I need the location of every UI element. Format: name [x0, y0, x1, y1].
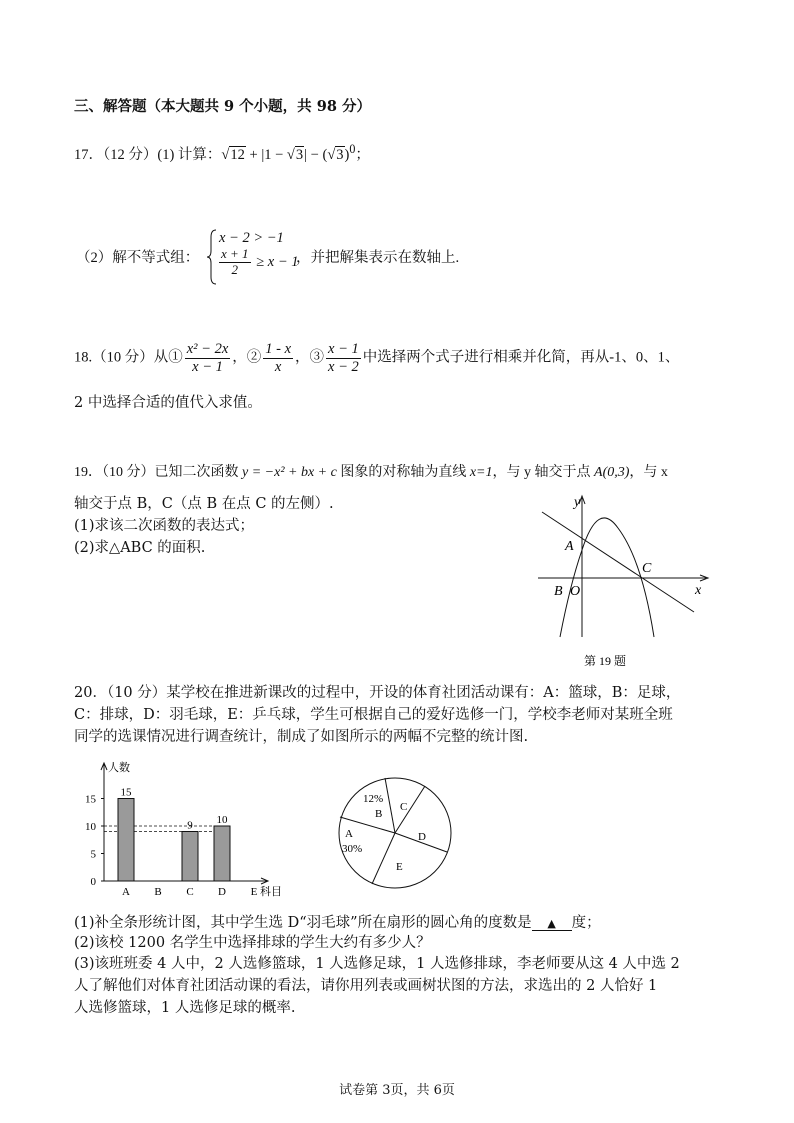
q17-ineq2-num: x + 1 — [221, 246, 249, 261]
q19-line2: 轴交于点 B，C（点 B 在点 C 的左侧）. — [74, 496, 334, 512]
q19-label-y: y — [574, 495, 581, 510]
q19-point: A(0,3) — [594, 465, 630, 480]
pie-label-c: C — [400, 801, 408, 813]
section-title: 三、解答题（本大题共 9 个小题，共 98 分） — [74, 98, 371, 115]
pie-label-a-pct: 30% — [342, 843, 363, 855]
q19-line1-c: ，与 y 轴交于点 — [492, 465, 595, 480]
pie-label-a: A — [345, 828, 353, 840]
q19-figure — [530, 490, 720, 670]
q20-sub3-l3: 人选修篮球，1 人选修足球的概率. — [74, 1000, 296, 1016]
q17-ineq2 — [217, 247, 298, 278]
bar-category-label: C — [186, 886, 194, 898]
q19-label-x: x — [695, 583, 702, 598]
bar-C — [182, 832, 198, 882]
q19-sub2: (2)求△ABC 的面积. — [74, 540, 206, 556]
bar-y-tick-label: 10 — [85, 821, 96, 833]
q19-parabola — [560, 518, 654, 637]
q19-label-a: A — [565, 539, 574, 554]
pie-label-e: E — [396, 861, 403, 873]
q18-sep2: ，② — [232, 349, 262, 366]
q17-ineq1: x − 2 > −1 — [219, 230, 284, 246]
q19-line1-d: ，与 x — [629, 465, 668, 480]
q17-p2-tail: ，并把解集表示在数轴上. — [296, 250, 460, 266]
q19-label-o: O — [570, 584, 581, 599]
pie-label-b-pct: 12% — [363, 793, 384, 805]
bar-y-tick-label: 15 — [85, 793, 96, 806]
pie-label-d: D — [418, 831, 426, 843]
q17-sqrt3: 3 — [295, 146, 304, 163]
q18-line2: 2 中选择合适的值代入求值。 — [74, 395, 262, 411]
bar-D — [214, 826, 230, 881]
q17-p2-head: （2）解不等式组： — [76, 250, 200, 266]
q20-sub1-a: (1)补全条形统计图，其中学生选 D“羽毛球”所在扇形的圆心角的度数是 — [74, 915, 532, 931]
page-footer: 试卷第 3页，共 6页 — [339, 1083, 455, 1098]
bar-A — [118, 799, 134, 882]
q17-abs-inner: 1 − — [264, 146, 287, 163]
q19-sub1: (1)求该二次函数的表达式； — [74, 518, 255, 534]
bar-chart — [80, 755, 310, 900]
q20-sub1 — [74, 911, 601, 932]
q18-f2-num: 1 - x — [265, 341, 292, 357]
q18-f2-den: x — [274, 358, 282, 375]
bar-category-label: B — [154, 886, 162, 898]
q20-sub3-l1: (3)该班班委 4 人中，2 人选修篮球，1 人选修足球，1 人选修排球，李老师要从这 4 人中选 2 — [74, 956, 680, 972]
q18-tail: 中选择两个式子进行相乘并化简，再从-1、0、1、 — [362, 349, 680, 366]
q20-line3: 同学的选课情况进行调查统计，制成了如图所示的两幅不完整的统计图. — [74, 729, 529, 745]
q17-brace — [207, 229, 217, 285]
q18-f1-num: x² − 2x — [186, 341, 229, 357]
q19-axis: x=1 — [469, 465, 493, 480]
q17-sqrt3-b: 3 — [336, 146, 344, 163]
q18-f1-den: x − 1 — [192, 358, 223, 375]
bar-y-tick-label: 5 — [90, 848, 96, 861]
q17-part1: 17．（12 分）(1) 计算：$√12 + |1 - √3| - (√3)^0$； — [74, 142, 370, 163]
q19-line1 — [74, 461, 668, 481]
pie-divider-ab — [385, 778, 395, 833]
bar-x-label: 科目 — [260, 886, 282, 898]
q17-sqrt12: 12 — [230, 146, 245, 163]
bar-category-label: D — [218, 886, 226, 898]
q18-line1 — [74, 341, 679, 375]
q17-tail: ； — [355, 146, 370, 163]
q19-line1-a: 19．（10 分）已知二次函数 — [74, 465, 242, 480]
pie-chart — [330, 775, 470, 895]
q18-f3-num: x − 1 — [328, 341, 359, 357]
q18-head: 18.（10 分）从① — [74, 349, 183, 366]
q19-line-ac — [542, 512, 694, 612]
q19-caption: 第 19 题 — [584, 654, 627, 668]
q20-sub3-l2: 人了解他们对体育社团活动课的看法，请你用列表或画树状图的方法，求选出的 2 人恰好 1 — [74, 978, 658, 994]
q18-f3-den: x − 2 — [328, 358, 359, 375]
pie-divider-de — [372, 833, 395, 884]
bar-value-label: 9 — [187, 819, 193, 832]
q17-power: 0 — [349, 142, 356, 156]
q19-label-c: C — [642, 561, 652, 576]
bar-category-label: E — [250, 886, 258, 898]
q19-func: y = −x² + bx + c — [242, 465, 337, 480]
bar-value-label: 15 — [120, 786, 132, 799]
q17-head: 17．（12 分）(1) 计算： — [74, 146, 222, 163]
bar-category-label: A — [122, 886, 130, 898]
q20-line1: 20．（10 分）某学校在推进新课改的过程中，开设的体育社团活动课有：A：篮球，B：足球， — [74, 685, 681, 701]
q17-ineq2-rhs: ≥ x − 1 — [256, 253, 299, 270]
q19-label-b: B — [554, 584, 563, 599]
bar-y-tick-label: 0 — [90, 876, 96, 888]
q17-minus: − — [307, 146, 323, 163]
q17-ineq2-den: 2 — [231, 261, 239, 277]
q20-sub2: (2)该校 1200 名学生中选择排球的学生大约有多少人？ — [74, 935, 431, 951]
q19-line1-b: 图象的对称轴为直线 — [336, 465, 470, 480]
q20-line2: C：排球，D：羽毛球，E：乒乓球，学生可根据自己的爱好选修一门，学校李老师对某班全班 — [74, 707, 673, 723]
q18-sep3: ，③ — [295, 349, 325, 366]
q20-sub1-b: 度； — [571, 915, 601, 931]
bar-y-label: 人数 — [108, 762, 130, 774]
q20-answer-blank[interactable]: ▲ — [532, 917, 572, 931]
bar-value-label: 10 — [216, 814, 228, 826]
pie-label-b: B — [375, 808, 383, 820]
